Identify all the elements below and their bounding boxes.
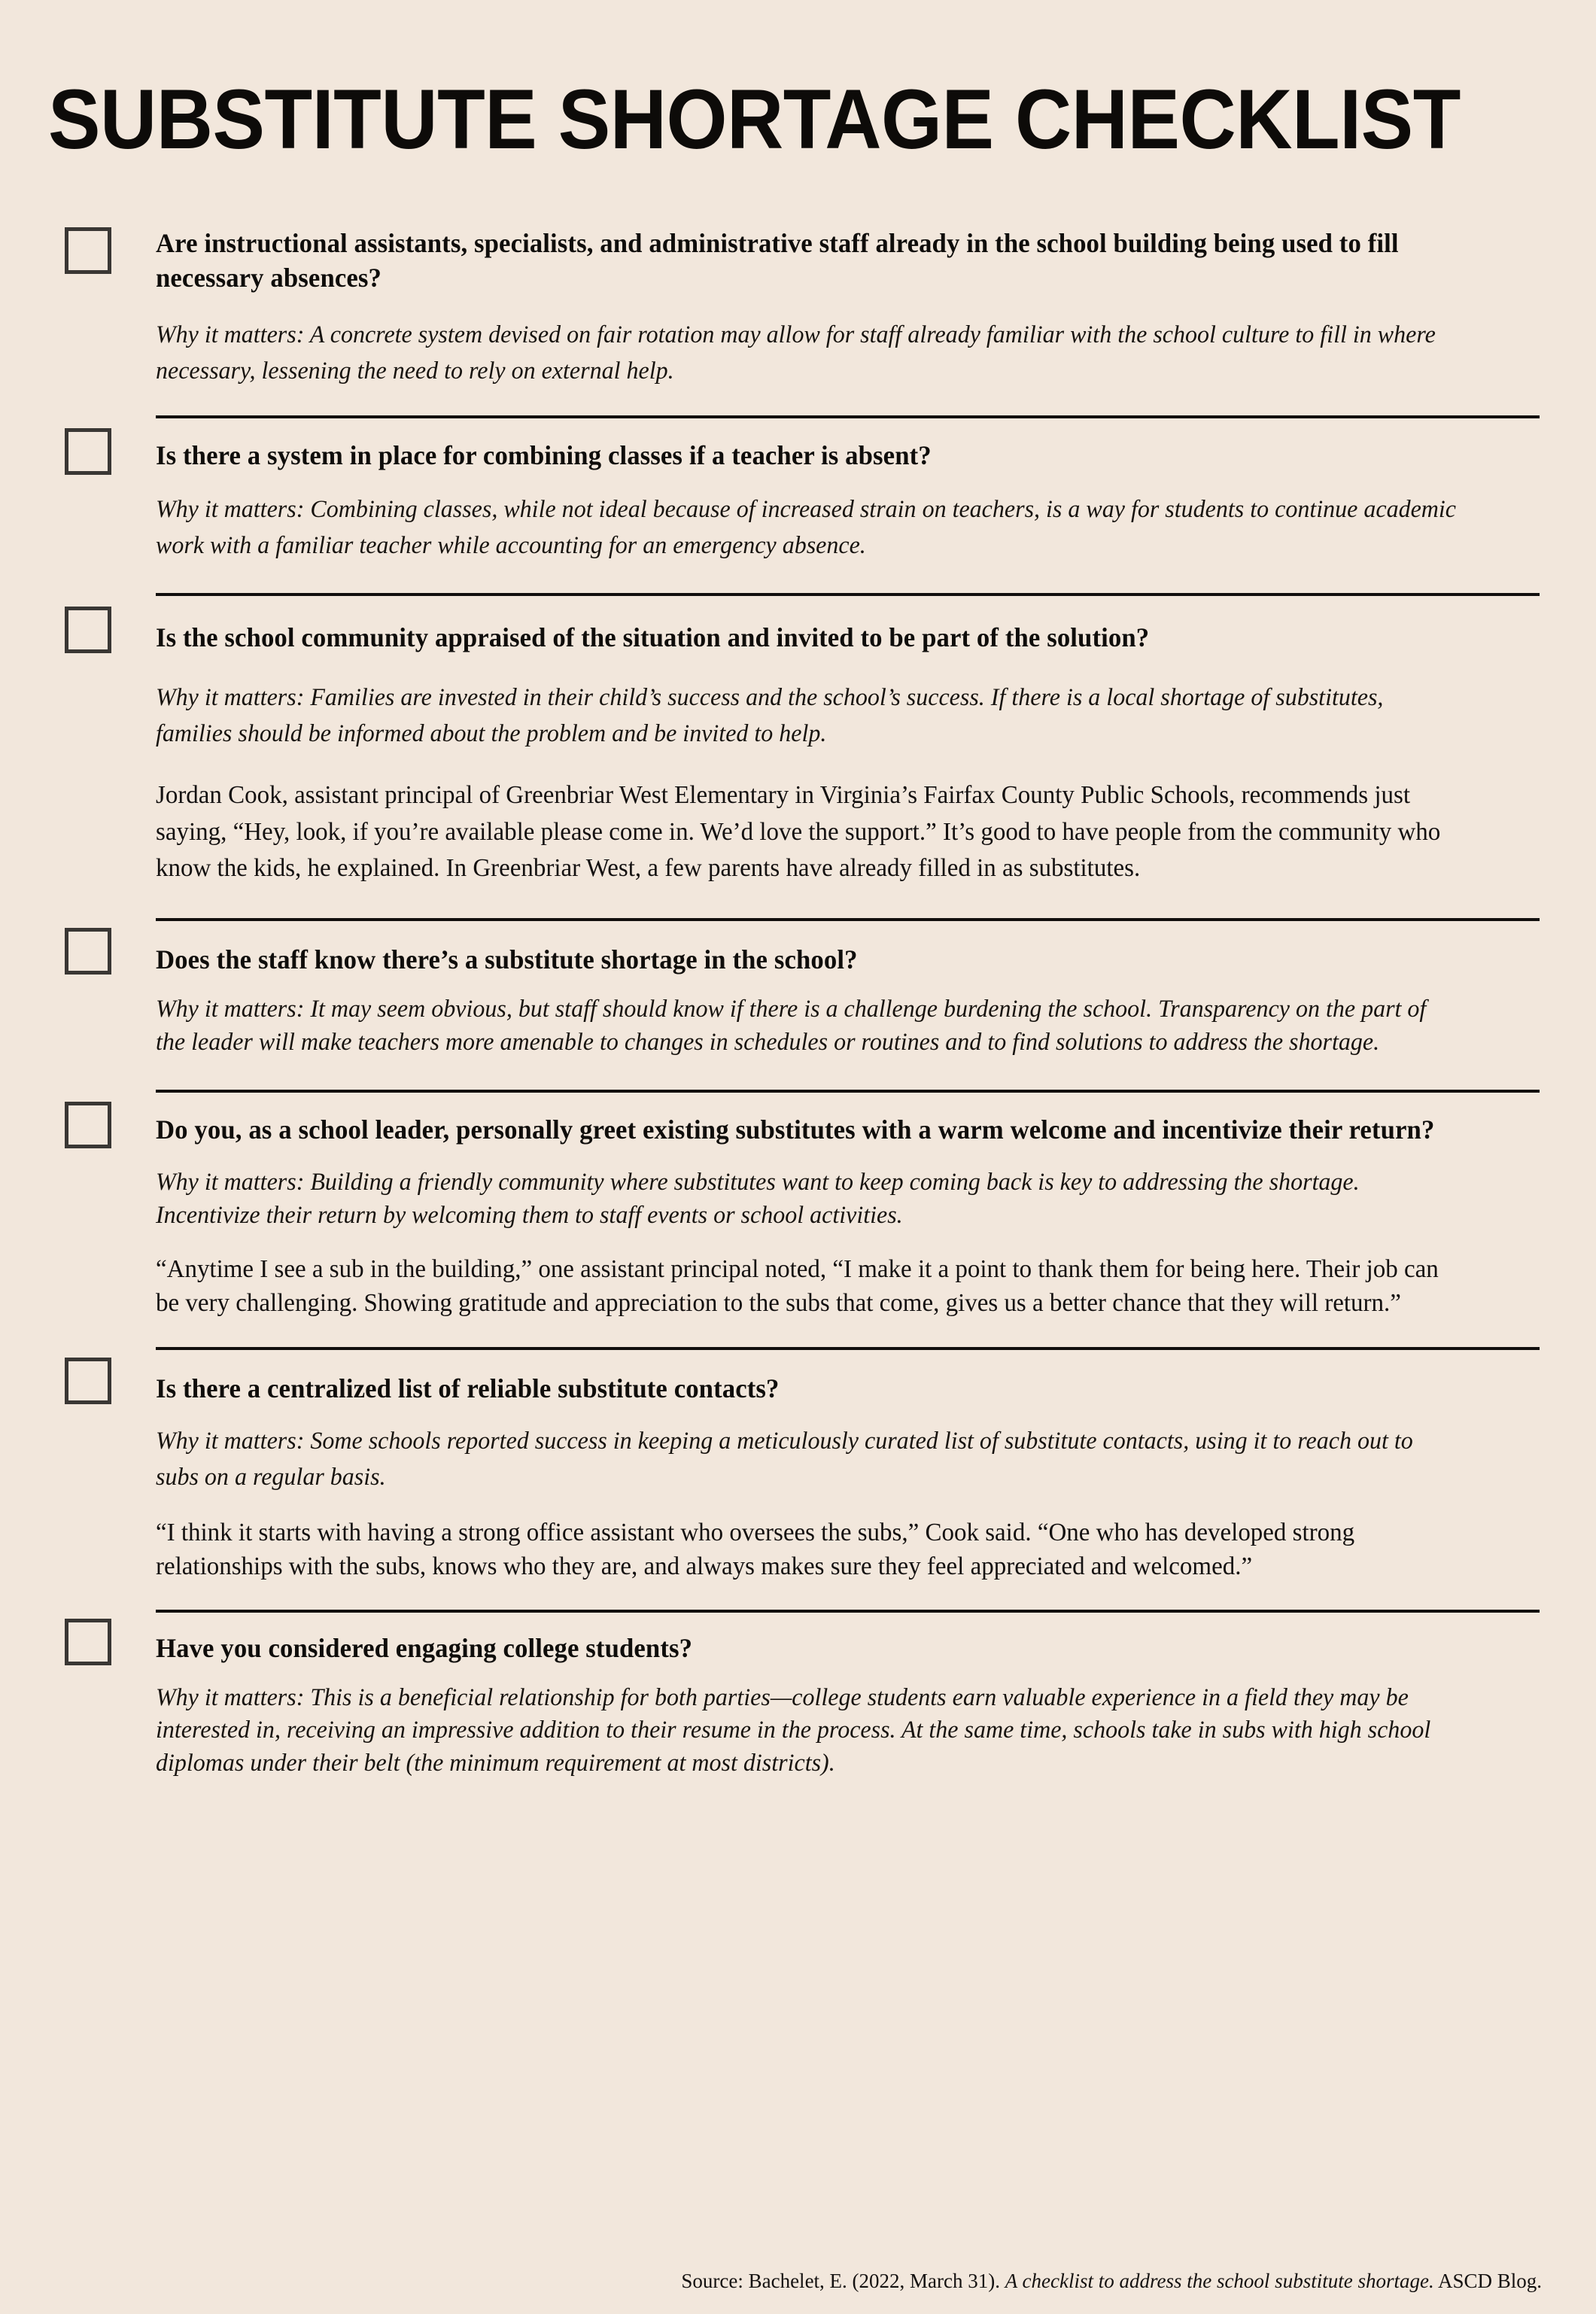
checklist-item (47, 1350, 1545, 1612)
checklist-question: Is there a system in place for combining classes if a teacher is absent? (156, 439, 932, 470)
checklist-item-body (47, 1613, 1545, 1781)
checklist-question: Do you, as a school leader, personally greet existing substitutes with a warm welcome and incentivize their return? (156, 1114, 1435, 1145)
supporting-quote-text: “Anytime I see a sub in the building,” one assistant principal noted, “I make it a point to thank them for being here. Their job can be very challenging. Showing gratitude and appreciation to the subs that come, gives us a better chance that they will return.” (156, 1254, 1439, 1318)
checkbox-3[interactable] (65, 607, 111, 653)
checkbox-5[interactable] (65, 1102, 111, 1148)
checklist-item (47, 921, 1545, 1093)
checklist-item-body (47, 1350, 1545, 1583)
checklist-question: Are instructional assistants, specialists, and administrative staff already in the school building being used to fill necessary absences? (156, 228, 1399, 293)
source-citation (681, 2268, 1542, 2294)
page-title: SUBSTITUTE SHORTAGE CHECKLIST (48, 72, 1461, 167)
checklist-item-body (47, 921, 1545, 1060)
checklist-question: Is the school community appraised of the situation and invited to be part of the solution? (156, 622, 1150, 652)
checklist-item (47, 1093, 1545, 1350)
source-suffix: ASCD Blog. (1433, 2269, 1542, 2292)
supporting-quote-text: Jordan Cook, assistant principal of Greenbriar West Elementary in Virginia’s Fairfax County Public Schools, recommends just saying, “Hey, look, if you’re available please come in. We’d love the support.” It’s good to have people from the community who know the kids, he explained. In Greenbriar West, a few parents have already filled in as substitutes. (156, 781, 1441, 882)
why-it-matters-text: Why it matters: Families are invested in their child’s success and the school’s success. If there is a local shortage of substitutes, families should be informed about the problem and be invited to help. (156, 683, 1384, 747)
why-it-matters-text: Why it matters: Combining classes, while not ideal because of increased strain on teachers, is a way for students to continue academic work with a familiar teacher while accounting for an emergency absence. (156, 495, 1457, 559)
source-prefix: Source: Bachelet, E. (2022, March 31). (681, 2269, 1005, 2292)
checklist-item-body (47, 1093, 1545, 1320)
why-it-matters-text: Why it matters: It may seem obvious, but staff should know if there is a challenge burdening the school. Transparency on the part of the leader will make teachers more amenable to changes in schedules or routines and to find solutions to address the shortage. (156, 996, 1427, 1057)
why-it-matters-text: Why it matters: A concrete system devised on fair rotation may allow for staff already familiar with the school culture to fill in where necessary, lessening the need to rely on external help. (156, 321, 1436, 385)
checklist-item-body (47, 218, 1545, 390)
checklist-item-body (47, 596, 1545, 887)
checkbox-4[interactable] (65, 928, 111, 975)
checkbox-6[interactable] (65, 1358, 111, 1404)
checkbox-1[interactable] (65, 227, 111, 274)
checklist-page (0, 56, 1596, 2314)
checklist-item (47, 218, 1545, 418)
checklist-item (47, 596, 1545, 922)
checklist-item (47, 1613, 1545, 1781)
checklist-item (47, 418, 1545, 596)
source-title: A checklist to address the school substitute shortage. (1005, 2269, 1434, 2292)
why-it-matters-text: Why it matters: Some schools reported success in keeping a meticulously curated list of substitute contacts, using it to reach out to subs on a regular basis. (156, 1428, 1413, 1491)
checklist-question: Have you considered engaging college students? (156, 1632, 693, 1663)
checkbox-2[interactable] (65, 428, 111, 475)
why-it-matters-text: Why it matters: This is a beneficial relationship for both parties—college students earn valuable experience in a field they may be interested in, receiving an impressive addition to their resume in the process. At the same time, schools take in subs with high school diplomas under their belt (the minimum requirement at most districts). (156, 1683, 1431, 1777)
why-it-matters-text: Why it matters: Building a friendly community where substitutes want to keep coming back is key to addressing the shortage. Incentivize their return by welcoming them to staff events or school activities. (156, 1169, 1360, 1230)
checklist-question: Does the staff know there’s a substitute shortage in the school? (156, 944, 858, 975)
checkbox-7[interactable] (65, 1619, 111, 1665)
checklist-container (47, 218, 1545, 1780)
checklist-question: Is there a centralized list of reliable substitute contacts? (156, 1373, 780, 1404)
supporting-quote-text: “I think it starts with having a strong office assistant who oversees the subs,” Cook said. “One who has developed strong relationships with the subs, knows who they are, and always makes sure they feel appreciated and welcomed.” (156, 1519, 1355, 1581)
checklist-item-body (47, 418, 1545, 564)
